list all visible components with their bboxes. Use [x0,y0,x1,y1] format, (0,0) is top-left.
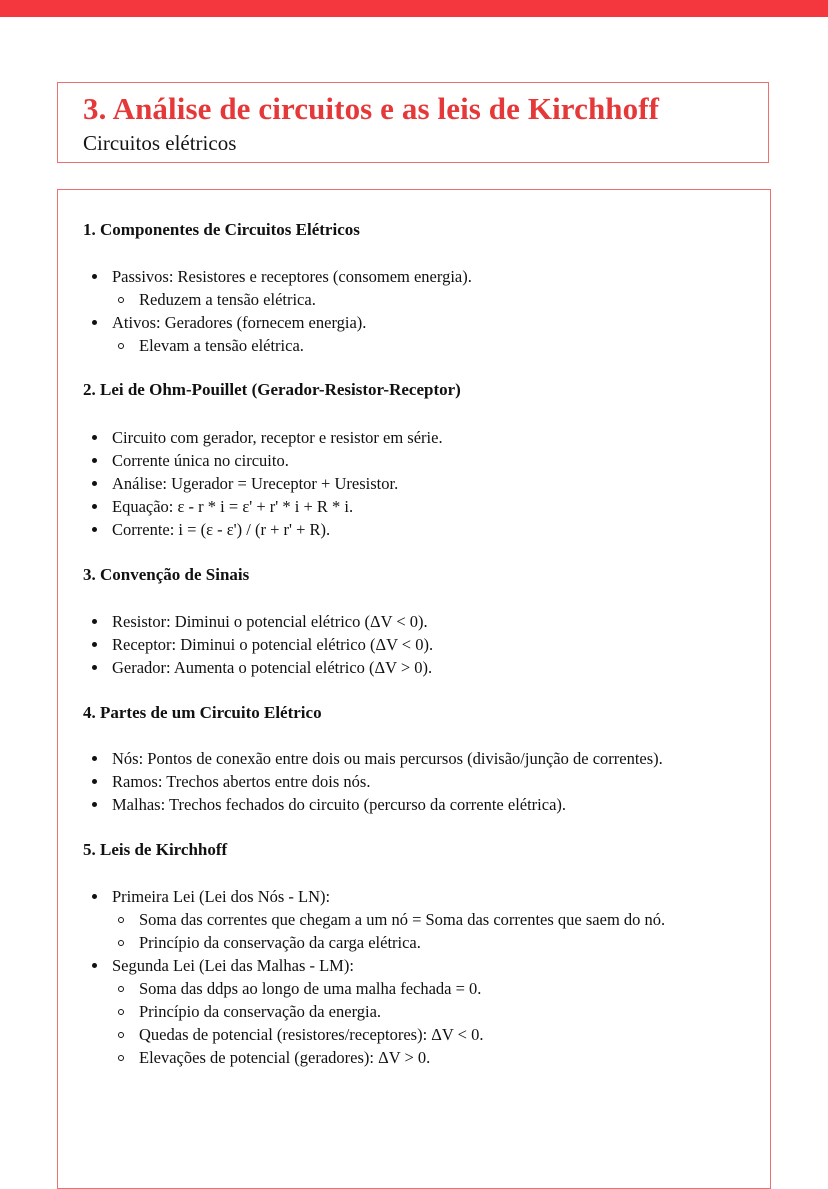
page-subtitle: Circuitos elétricos [83,131,237,155]
list-item-text: Ramos: Trechos abertos entre dois nós. [112,772,371,791]
bullet-icon [92,527,97,532]
list-item-text: Malhas: Trechos fechados do circuito (percurso da corrente elétrica). [112,795,567,814]
list-item [83,472,443,495]
list-item [83,265,472,288]
list-item-text: Segunda Lei (Lei das Malhas - LM): [112,956,354,975]
list-item-text: Nós: Pontos de conexão entre dois ou mais percursos (divisão/junção de correntes). [112,749,663,768]
sub-list-item [83,1023,665,1046]
sub-list-item [83,334,472,357]
sub-bullet-icon [118,343,124,349]
list-item [83,311,472,334]
sub-bullet-icon [118,1009,124,1015]
bullet-icon [92,756,97,761]
content-card [57,189,771,1189]
section-heading: 3. Convenção de Sinais [83,565,250,584]
bullet-icon [92,481,97,486]
list-item [83,885,665,908]
list-item [83,633,433,656]
list-item [83,426,443,449]
sub-list-item-text: Quedas de potencial (resistores/receptores): ΔV < 0. [139,1025,484,1044]
bullet-icon [92,320,97,325]
section-list [83,265,472,357]
sub-bullet-icon [118,917,124,923]
sub-bullet-icon [118,940,124,946]
bullet-icon [92,435,97,440]
sub-list-item-text: Reduzem a tensão elétrica. [139,290,316,309]
bullet-icon [92,779,97,784]
page-title: 3. Análise de circuitos e as leis de Kirchhoff [83,91,660,126]
bullet-icon [92,274,97,279]
sub-list-item [83,288,472,311]
section-list [83,610,433,679]
sub-bullet-icon [118,1055,124,1061]
sub-list-item [83,1000,665,1023]
section-heading: 2. Lei de Ohm-Pouillet (Gerador-Resistor-Receptor) [83,380,461,399]
sub-list-item [83,931,665,954]
sub-bullet-icon [118,297,124,303]
title-card [57,82,769,163]
bullet-icon [92,642,97,647]
bullet-icon [92,619,97,624]
sub-bullet-icon [118,1032,124,1038]
sub-list-item-text: Elevam a tensão elétrica. [139,336,304,355]
section-heading: 4. Partes de um Circuito Elétrico [83,703,322,722]
list-item [83,495,443,518]
list-item-text: Receptor: Diminui o potencial elétrico (ΔV < 0). [112,635,434,654]
list-item [83,656,433,679]
list-item [83,518,443,541]
list-item-text: Gerador: Aumenta o potencial elétrico (ΔV > 0). [112,658,433,677]
section-list [83,747,663,816]
sub-list-item-text: Princípio da conservação da energia. [139,1002,382,1021]
list-item-text: Ativos: Geradores (fornecem energia). [112,313,367,332]
sub-list-item-text: Soma das ddps ao longo de uma malha fechada = 0. [139,979,482,998]
list-item [83,770,663,793]
bullet-icon [92,504,97,509]
list-item [83,610,433,633]
list-item [83,449,443,472]
sub-list-item [83,977,665,1000]
sub-list-item-text: Princípio da conservação da carga elétrica. [139,933,421,952]
bullet-icon [92,458,97,463]
sub-list-item-text: Soma das correntes que chegam a um nó = Soma das correntes que saem do nó. [139,910,666,929]
bullet-icon [92,665,97,670]
list-item-text: Corrente única no circuito. [112,451,289,470]
list-item-text: Resistor: Diminui o potencial elétrico (ΔV < 0). [112,612,428,631]
list-item-text: Corrente: i = (ε - ε') / (r + r' + R). [112,520,331,539]
list-item-text: Primeira Lei (Lei dos Nós - LN): [112,887,331,906]
section-list [83,426,443,541]
section-list [83,885,665,1069]
sub-list-item-text: Elevações de potencial (geradores): ΔV > 0. [139,1048,431,1067]
list-item-text: Equação: ε - r * i = ε' + r' * i + R * i. [112,497,354,516]
list-item [83,793,663,816]
sub-bullet-icon [118,986,124,992]
list-item [83,954,665,977]
bullet-icon [92,802,97,807]
top-accent-bar [0,0,828,17]
list-item-text: Circuito com gerador, receptor e resistor em série. [112,428,443,447]
list-item-text: Passivos: Resistores e receptores (consomem energia). [112,267,472,286]
list-item-text: Análise: Ugerador = Ureceptor + Uresistor. [112,474,399,493]
list-item [83,747,663,770]
bullet-icon [92,894,97,899]
sub-list-item [83,1046,665,1069]
sub-list-item [83,908,665,931]
section-heading: 1. Componentes de Circuitos Elétricos [83,220,360,239]
section-heading: 5. Leis de Kirchhoff [83,840,228,859]
bullet-icon [92,963,97,968]
